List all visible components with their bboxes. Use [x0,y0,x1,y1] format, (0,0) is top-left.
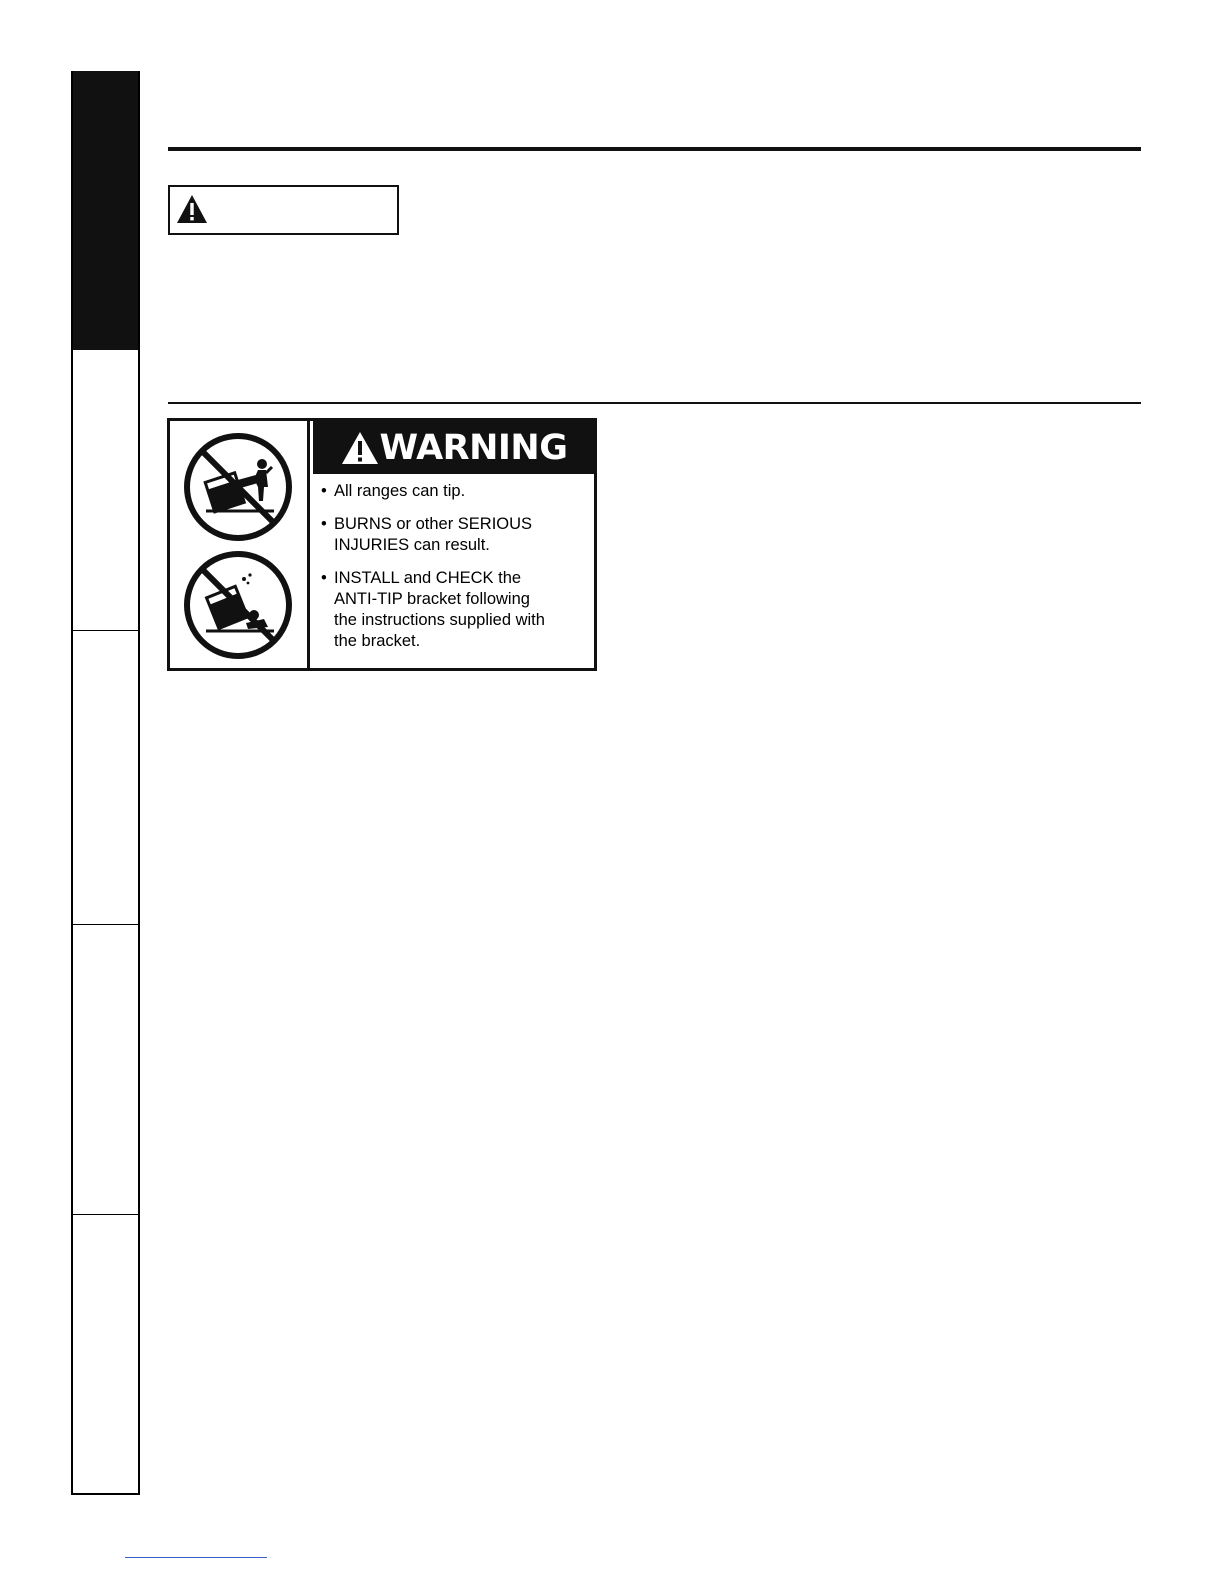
warning-header [313,421,594,474]
range-tip-on-child-prohibited-icon [182,549,294,661]
section-rule [168,402,1141,404]
warning-pictograms [170,421,310,668]
section-tab-4[interactable] [73,1214,138,1493]
warning-triangle-icon [340,430,380,466]
caution-label [168,185,399,235]
footer-link[interactable] [125,1557,267,1558]
section-tab-3[interactable] [73,924,138,1214]
warning-bullet: • INSTALL and CHECK the ANTI-TIP bracket following the instructions supplied with the bracket. [321,568,556,652]
header-rule [168,147,1141,151]
section-tab-2[interactable] [73,630,138,924]
warning-body [321,481,588,664]
warning-bullet-list [321,481,588,652]
warning-heading: WARNING [379,428,568,468]
section-tab-safety[interactable] [73,71,138,350]
anti-tip-warning-label [167,418,597,671]
range-tip-over-prohibited-icon [182,431,294,543]
section-tabs [71,71,140,1495]
warning-bullet: • BURNS or other SERIOUS INJURIES can result. [321,514,544,556]
warning-bullet: • All ranges can tip. [321,481,588,502]
warning-triangle-icon [176,194,208,224]
